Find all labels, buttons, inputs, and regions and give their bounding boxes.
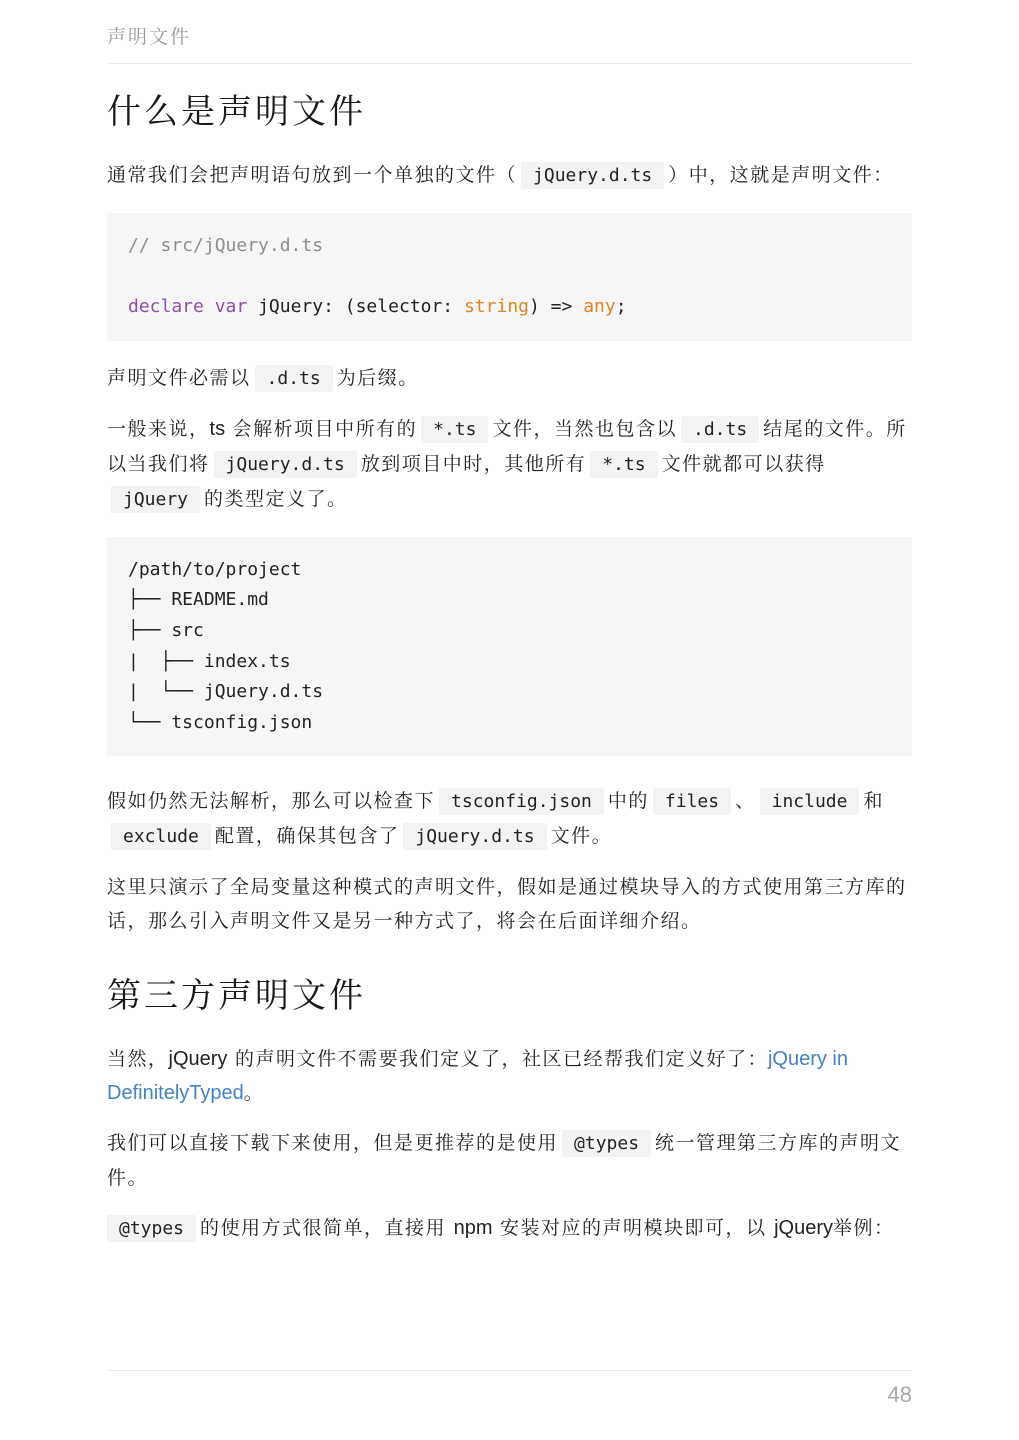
text: 会解析项目中所有的 xyxy=(225,417,418,440)
footer-divider xyxy=(107,1370,912,1371)
section-heading-declaration-files: 什么是声明文件 xyxy=(107,92,366,132)
text: 、 xyxy=(735,790,756,813)
code-keyword: var xyxy=(214,296,248,318)
text: 假如仍然无法解析，那么可以检查下 xyxy=(107,790,436,813)
text: 文件，当然也包含以 xyxy=(492,417,677,440)
definitelytyped-link[interactable]: jQuery in DefinitelyTyped xyxy=(107,1048,848,1105)
parse-paragraph xyxy=(107,412,912,517)
inline-code: jQuery.d.ts xyxy=(403,823,546,850)
text: ts xyxy=(209,417,226,440)
inline-code: include xyxy=(760,788,860,815)
text: 统一管理第三方库的声明文件。 xyxy=(107,1132,902,1190)
text: 的类型定义了。 xyxy=(204,487,348,510)
text: 的声明文件不需要我们定义了，社区已经帮我们定义好了： xyxy=(227,1048,768,1071)
inline-code: *.ts xyxy=(421,416,488,443)
note-paragraph: 这里只演示了全局变量这种模式的声明文件，假如是通过模块导入的方式使用第三方库的话，那么引入声明文件又是另一种方式了，将会在后面详细介绍。 xyxy=(107,876,907,933)
text: 通常我们会把声明语句放到一个单独的文件（ xyxy=(107,164,518,186)
inline-code: jQuery.d.ts xyxy=(214,451,357,478)
text: 文件就都可以获得 xyxy=(661,452,826,475)
inline-code: .d.ts xyxy=(255,365,333,392)
page-number: 48 xyxy=(887,1382,912,1407)
running-header: 声明文件 xyxy=(107,26,192,48)
types-recommend-paragraph xyxy=(107,1126,912,1195)
suffix-paragraph xyxy=(107,361,912,396)
text: 安装对应的声明模块即可，以 xyxy=(492,1217,775,1240)
inline-code: @types xyxy=(107,1215,196,1242)
inline-code: jQuery.d.ts xyxy=(521,162,664,189)
text: 我们可以直接下载下来使用，但是更推荐的是使用 xyxy=(107,1132,559,1155)
page-content xyxy=(107,82,912,1246)
text: ）中，这就是声明文件： xyxy=(668,164,894,186)
code-text: jQuery: (selector: xyxy=(258,296,464,318)
text: jQuery xyxy=(774,1217,833,1240)
text: 。 xyxy=(243,1082,265,1105)
text: 放到项目中时，其他所有 xyxy=(360,452,587,475)
inline-code: files xyxy=(653,788,731,815)
text: 文件。 xyxy=(550,825,613,848)
inline-code: @types xyxy=(562,1130,651,1157)
config-paragraph xyxy=(107,784,912,854)
types-usage-paragraph xyxy=(107,1211,912,1246)
text: 声明文件必需以 xyxy=(107,366,251,389)
inline-code: jQuery xyxy=(111,486,200,513)
text: 配置，确保其包含了 xyxy=(214,825,400,848)
text: 一般来说， xyxy=(107,417,210,440)
inline-code: *.ts xyxy=(590,451,657,478)
text: 结尾的文件。所以当我们将 xyxy=(107,417,907,475)
inline-code: exclude xyxy=(111,823,211,850)
text: npm xyxy=(453,1217,493,1240)
text: 中的 xyxy=(607,790,649,813)
inline-code: .d.ts xyxy=(681,416,759,443)
code-keyword: declare xyxy=(128,296,204,318)
code-comment: // src/jQuery.d.ts xyxy=(128,235,324,256)
code-type: string xyxy=(463,296,529,318)
code-text: ; xyxy=(615,296,627,318)
code-block-declaration xyxy=(107,213,912,341)
code-type: any xyxy=(583,296,616,318)
text: 的使用方式很简单，直接用 xyxy=(200,1217,454,1240)
community-paragraph xyxy=(107,1042,912,1110)
text: jQuery xyxy=(168,1048,228,1071)
code-block-project-tree: /path/to/project ├── README.md ├── src | ├── index.ts | └── jQuery.d.ts └── tsconfig.json xyxy=(107,537,912,757)
header-divider xyxy=(107,63,912,64)
text: 当然， xyxy=(107,1048,169,1071)
text: 为后缀。 xyxy=(336,366,419,389)
section-heading-third-party: 第三方声明文件 xyxy=(107,976,366,1017)
text: 举例： xyxy=(832,1217,895,1240)
code-text: ) => xyxy=(529,296,584,318)
text: 和 xyxy=(863,790,884,813)
intro-paragraph xyxy=(107,158,912,193)
inline-code: tsconfig.json xyxy=(439,788,604,815)
